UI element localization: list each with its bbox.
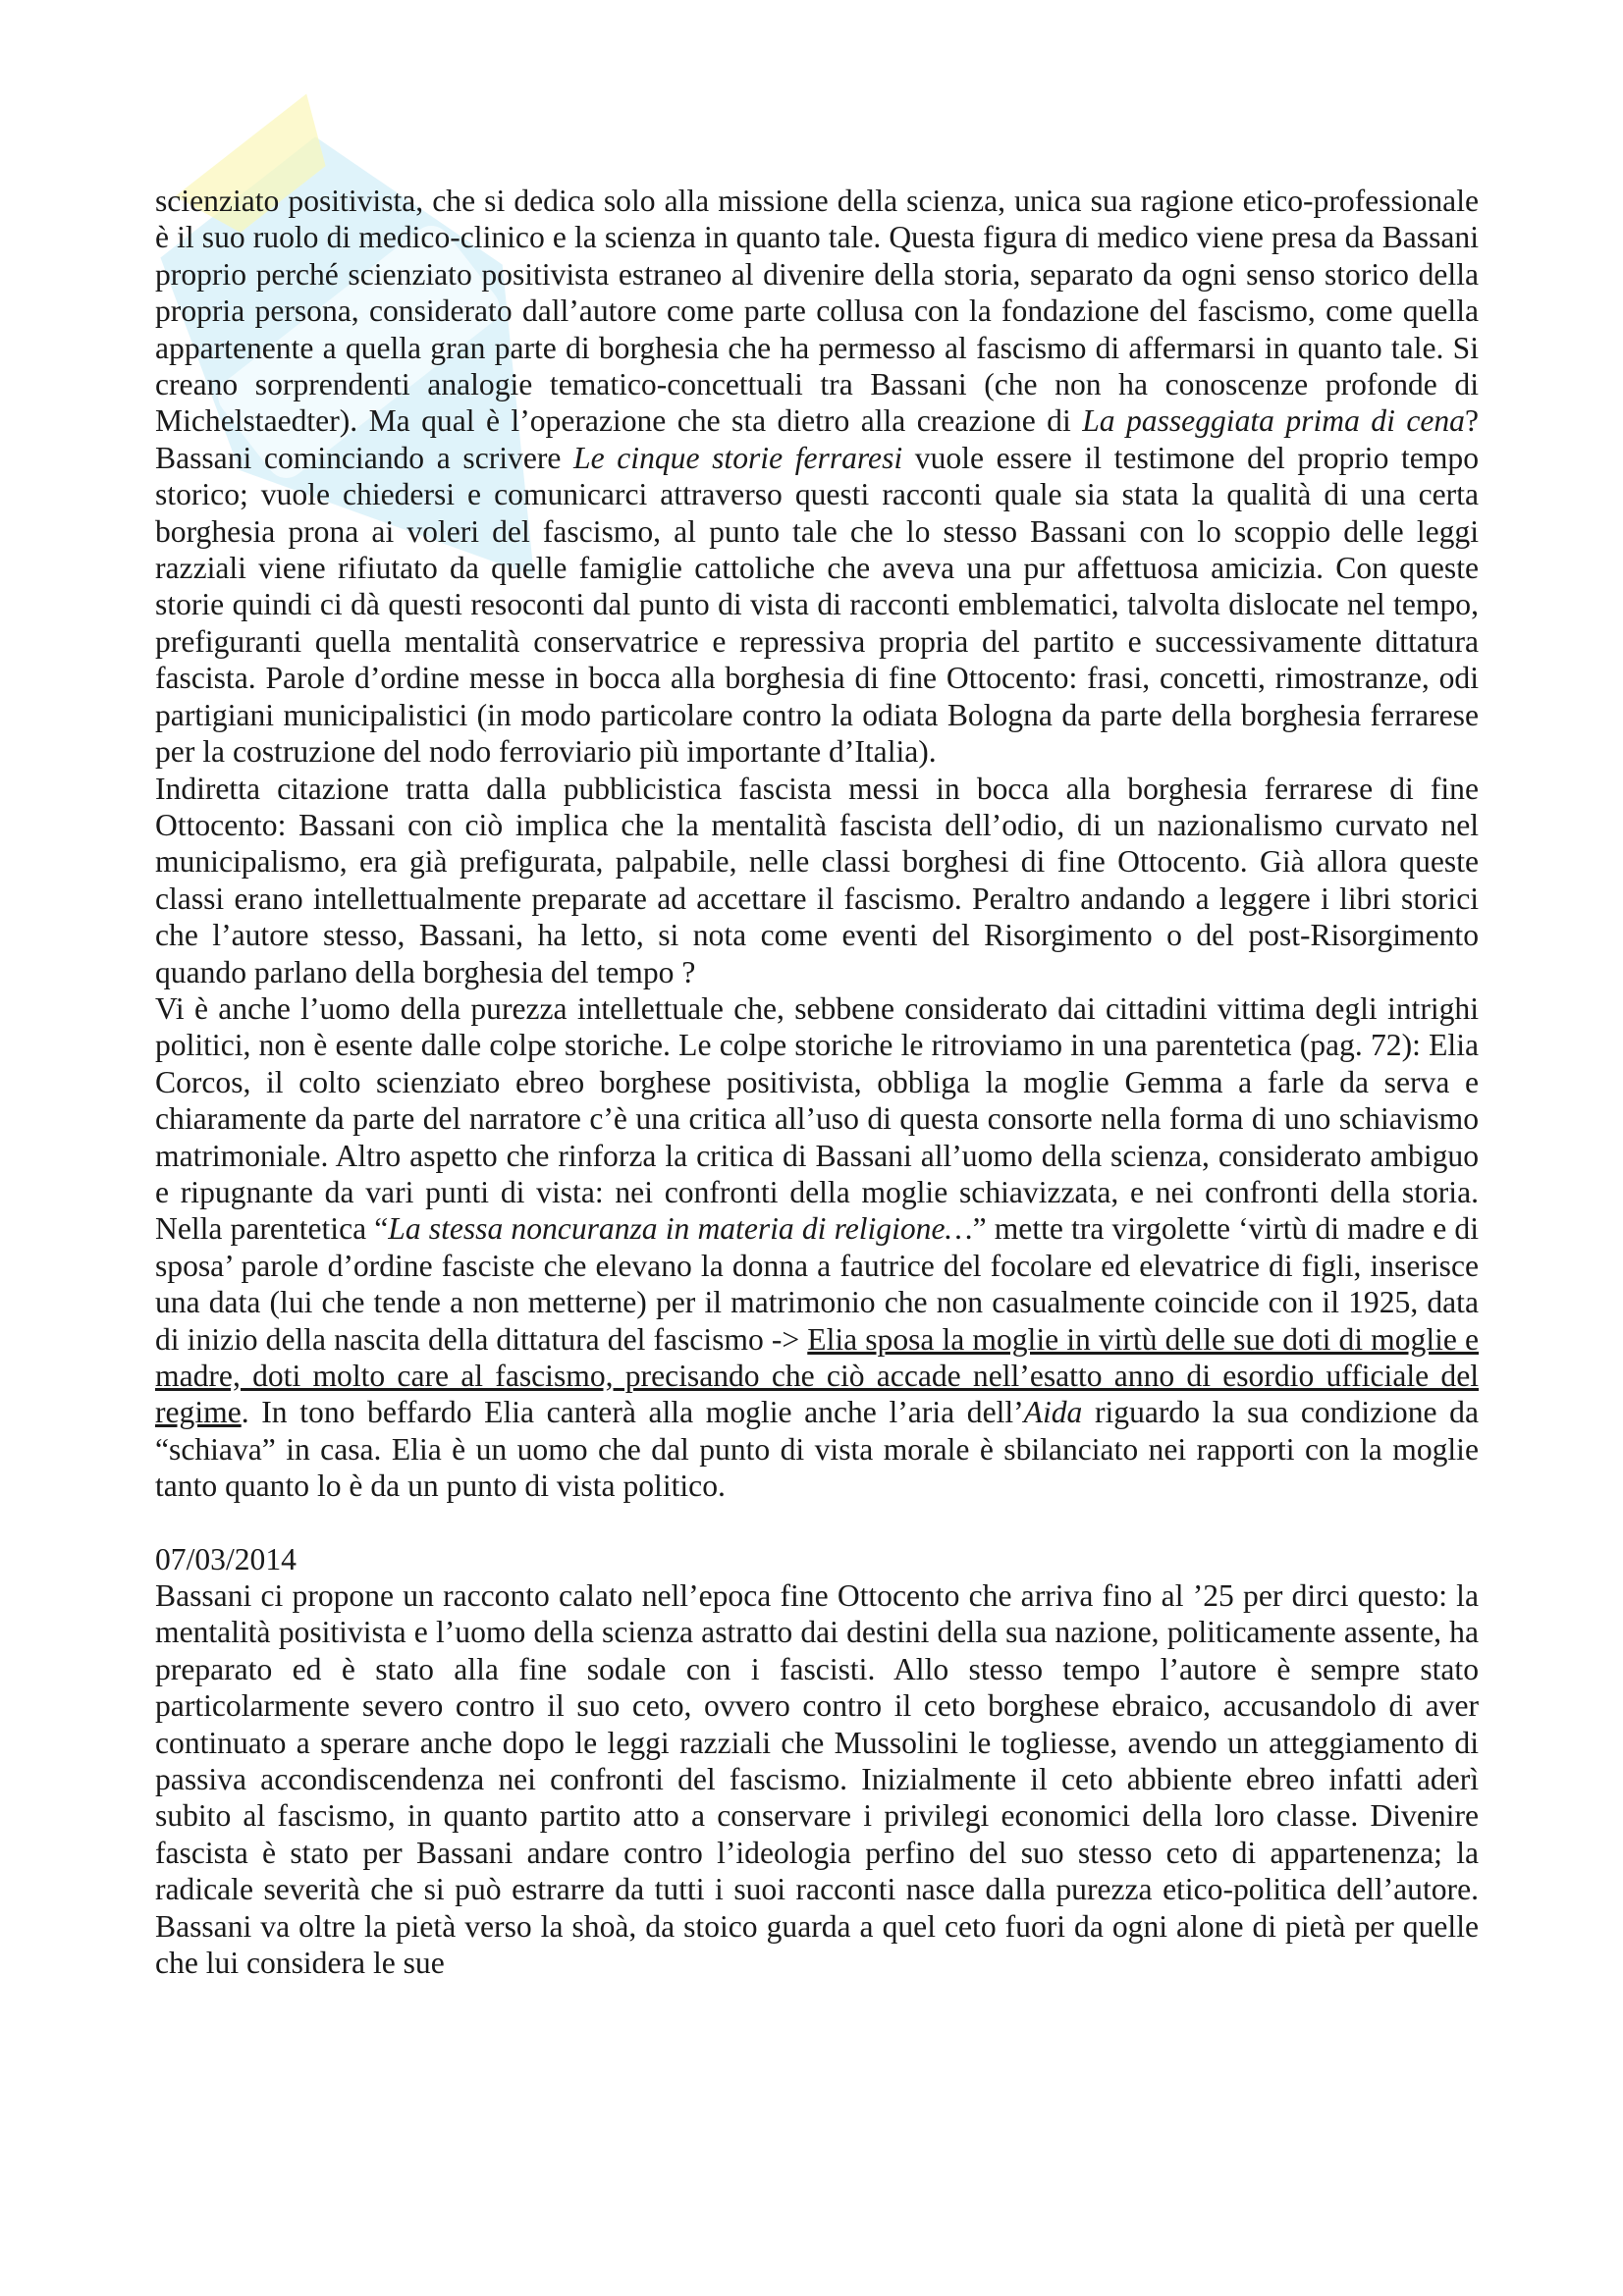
date-heading: 07/03/2014 xyxy=(155,1541,297,1576)
document-body xyxy=(155,183,1479,1982)
paragraph-4: Bassani ci propone un racconto calato nell’epoca fine Ottocento che arriva fino al ’25 per dirci questo: la mentalità positivista e l’uomo della scienza astratto dai destini della sua nazione, politicamente assente, ha preparato ed è stato alla fine sodale con i fascisti. Allo stesso tempo l’autore è sempre stato particolarmente severo contro il suo ceto, ovvero contro il ceto borghese ebraico, accusandolo di aver continuato a sperare anche dopo le leggi razziali che Mussolini le togliesse, avendo un atteggiamento di passiva accondiscendenza nei confronti del fascismo. Inizialmente il ceto abbiente ebreo infatti aderì subito al fascismo, in quanto partito atto a conservare i privilegi economici della loro classe. Divenire fascista è stato per Bassani andare contro l’ideologia perfino del suo stesso ceto di appartenenza; la radicale severità che si può estrarre da tutti i suoi racconti nasce dalla purezza etico-politica dell’autore. Bassani va oltre la pietà verso la shoà, da stoico guarda a quel ceto fuori da ogni alone di pietà per quelle che lui considera le sue xyxy=(155,1578,1479,1981)
underlined-sentence: Elia sposa la moglie in virtù delle sue doti di moglie e madre, doti molto care al fascismo, precisando che ciò accade nell’esatto anno di esordio ufficiale del regime xyxy=(155,1321,1480,1430)
paragraph-spacer xyxy=(155,1505,1479,1541)
paragraph-2: Indiretta citazione tratta dalla pubblicistica fascista messi in bocca alla borghesia ferrarese di fine Ottocento: Bassani con ciò implica che la mentalità fascista dell’odio, di un nazionalismo curvato nel municipalismo, era già prefigurata, palpabile, nelle classi borghesi di fine Ottocento. Già allora queste classi erano intellettualmente preparate ad accettare il fascismo. Peraltro andando a leggere i libri storici che l’autore stesso, Bassani, ha letto, si nota come eventi del Risorgimento o del post-Risorgimento quando parlano della borghesia del tempo ? xyxy=(155,771,1479,989)
paragraph-1: scienziato positivista, che si dedica solo alla missione della scienza, unica sua ragione etico-professionale è il suo ruolo di medico-clinico e la scienza in quanto tale. Questa figura di medico viene presa da Bassani proprio perché scienziato positivista estraneo al divenire della storia, separato da ogni senso storico della propria persona, considerato dall’autore come parte collusa con la fondazione del fascismo, come quella appartenente a quella gran parte di borghesia che ha permesso al fascismo di affermarsi in quanto tale. Si creano sorprendenti analogie tematico-concettuali tra Bassani (che non ha conoscenze profonde di Michelstaedter). Ma qual è l’operazione che sta dietro alla creazione di La passeggiata prima di cena? Bassani cominciando a scrivere Le cinque storie ferraresi vuole essere il testimone del proprio tempo storico; vuole chiedersi e comunicarci attraverso questi racconti quale sia stata la qualità di una certa borghesia prona ai voleri del fascismo, al punto tale che lo stesso Bassani con lo scoppio delle leggi razziali viene rifiutato da quelle famiglie cattoliche che aveva una pur affettuosa amicizia. Con queste storie quindi ci dà questi resoconti dal punto di vista di racconti emblematici, talvolta dislocate nel tempo, prefiguranti quella mentalità conservatrice e repressiva propria del partito e successivamente dittatura fascista. Parole d’ordine messe in bocca alla borghesia di fine Ottocento: frasi, concetti, rimostranze, odi partigiani municipalistici (in modo particolare contro la odiata Bologna da parte della borghesia ferrarese per la costruzione del nodo ferroviario più importante d’Italia). xyxy=(155,184,1479,770)
paragraph-3: Vi è anche l’uomo della purezza intellettuale che, sebbene considerato dai cittadini vittima degli intrighi politici, non è esente dalle colpe storiche. Le colpe storiche le ritroviamo in una parentetica (pag. 72): Elia Corcos, il colto scienziato ebreo borghese positivista, obbliga la moglie Gemma a farle da serva e chiaramente da parte del narratore c’è una critica all’uso di questa consorte nella forma di uno schiavismo matrimoniale. Altro aspetto che rinforza la critica di Bassani all’uomo della scienza, considerato ambiguo e ripugnante da vari punti di vista: nei confronti della moglie schiavizzata, e nei confronti della storia. Nella parentetica “La stessa noncuranza in materia di religione…” mette tra virgolette ‘virtù di madre e di sposa’ parole d’ordine fasciste che elevano la donna a fautrice del focolare ed elevatrice di figli, inserisce una data (lui che tende a non metterne) per il matrimonio che non casualmente coincide con il 1925, data di inizio della nascita della dittatura del fascismo -> Elia sposa la moglie in virtù delle sue doti di moglie e madre, doti molto care al fascismo, precisando che ciò accade nell’esatto anno di esordio ufficiale del regime. In tono beffardo Elia canterà alla moglie anche l’aria dell’Aida riguardo la sua condizione da “schiava” in casa. Elia è un uomo che dal punto di vista morale è sbilanciato nei rapporti con la moglie tanto quanto lo è da un punto di vista politico. xyxy=(155,990,1480,1504)
